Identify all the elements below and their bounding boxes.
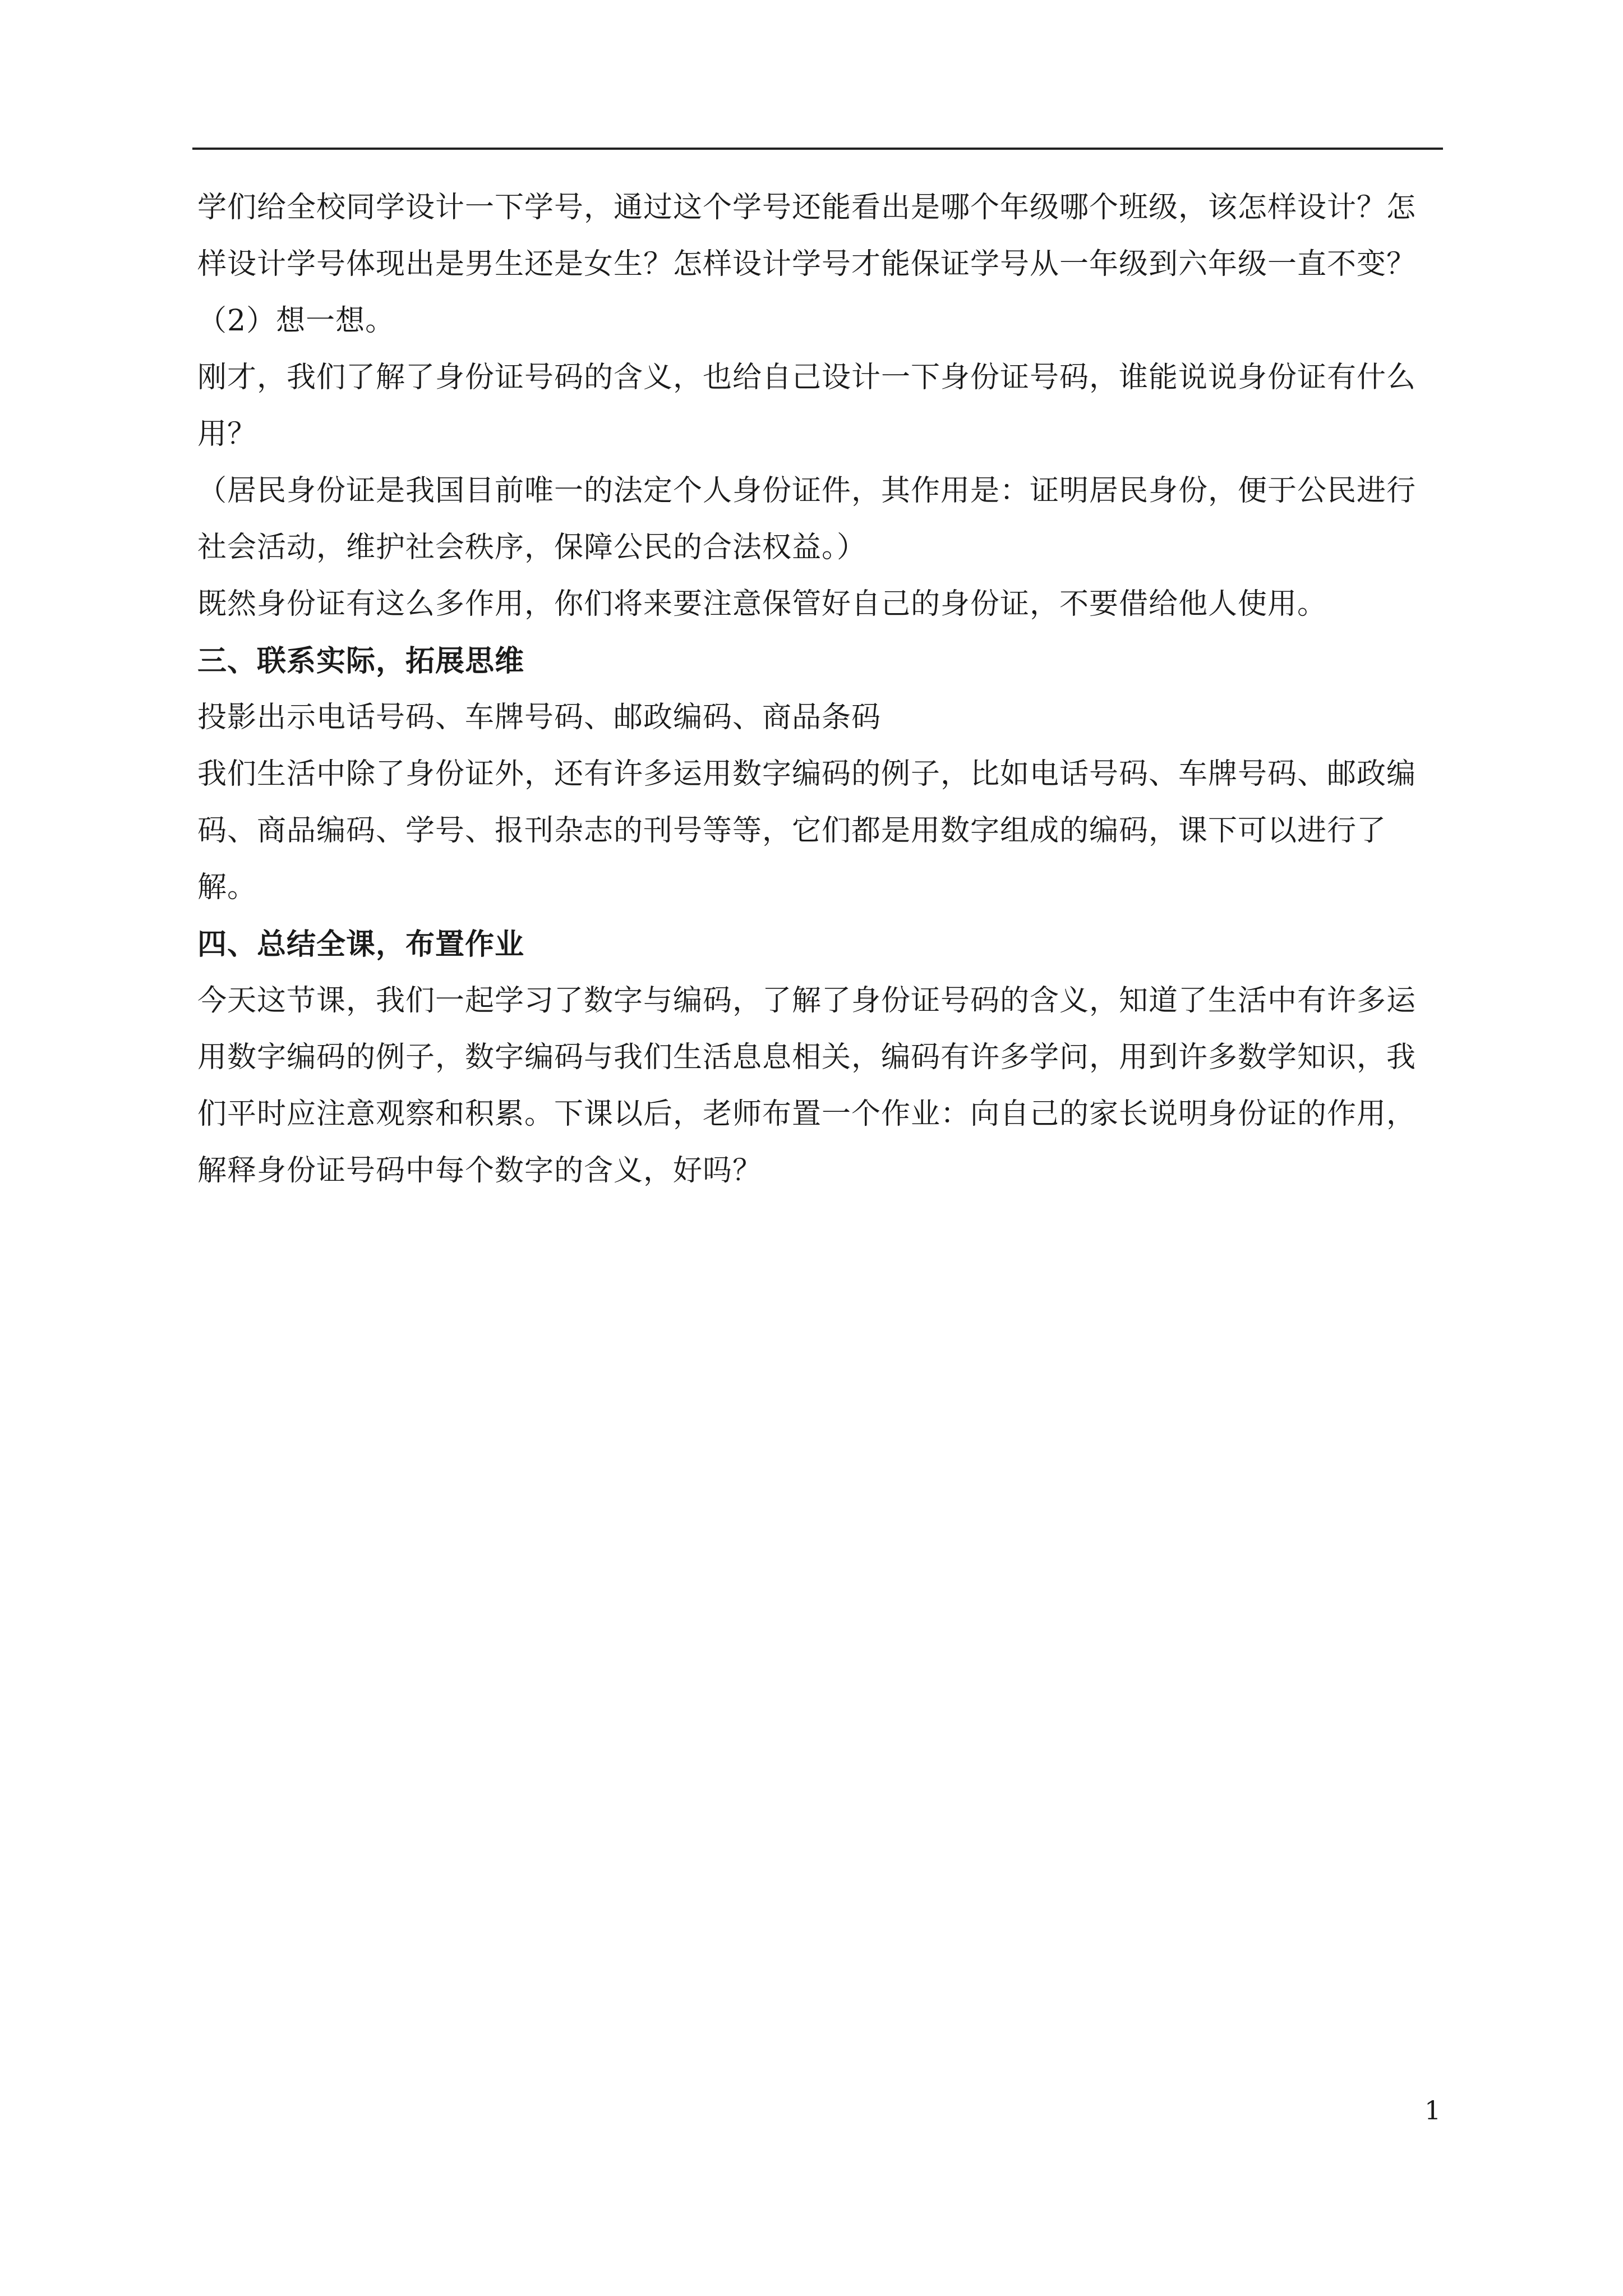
paragraph-projection: 投影出示电话号码、车牌号码、邮政编码、商品条码 <box>197 701 882 734</box>
paragraph-student-number: 学们给全校同学设计一下学号，通过这个学号还能看出是哪个年级哪个班级，该怎样设计？怎样设计学号体现出是男生还是女生？怎样设计学号才能保证学号从一年级到六年级一直不变？ <box>197 191 1417 281</box>
section-heading-summary: 四、总结全课，布置作业 <box>197 927 525 961</box>
section-heading-practice: 三、联系实际，拓展思维 <box>197 644 525 678</box>
paragraph-think: （2）想一想。 <box>197 304 395 338</box>
header-rule <box>192 148 1443 150</box>
paragraph-id-card-care: 既然身份证有这么多作用，你们将来要注意保管好自己的身份证，不要借给他人使用。 <box>197 587 1327 621</box>
paragraph-summary: 今天这节课，我们一起学习了数字与编码，了解了身份证号码的含义，知道了生活中有许多运用数字编码的例子，数字编码与我们生活息息相关，编码有许多学问，用到许多数学知识，我们平时应注意观察和积累。下课以后，老师布置一个作业：向自己的家长说明身份证的作用，解释身份证号码中每个数字的含义，好吗？ <box>197 984 1417 1188</box>
paragraph-id-card-purpose: （居民身份证是我国目前唯一的法定个人身份证件，其作用是：证明居民身份，便于公民进行社会活动，维护社会秩序，保障公民的合法权益。） <box>197 474 1417 564</box>
paragraph-id-card-question: 刚才，我们了解了身份证号码的含义，也给自己设计一下身份证号码，谁能说说身份证有什么用？ <box>197 361 1417 451</box>
document-body <box>197 180 1445 1199</box>
page-number: 1 <box>1424 2095 1441 2125</box>
paragraph-coding-examples: 我们生活中除了身份证外，还有许多运用数字编码的例子，比如电话号码、车牌号码、邮政编码、商品编码、学号、报刊杂志的刊号等等，它们都是用数字组成的编码，课下可以进行了解。 <box>197 757 1417 904</box>
